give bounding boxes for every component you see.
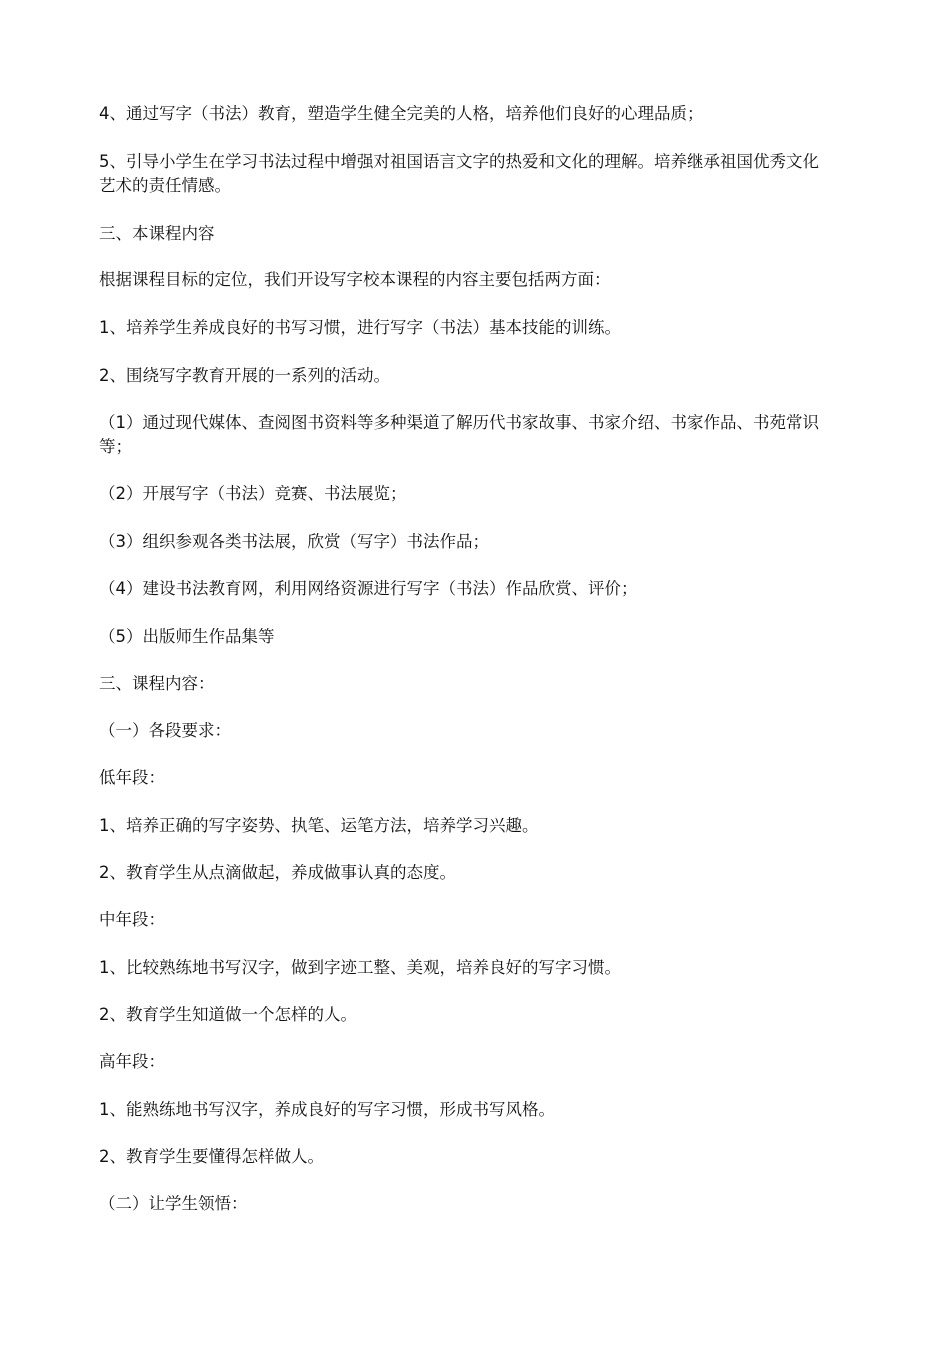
paragraph-item-4: 4、通过写字（书法）教育，塑造学生健全完美的人格，培养他们良好的心理品质； [99, 104, 704, 123]
low-grade-item-2: 2、教育学生从点滴做起，养成做事认真的态度。 [99, 863, 456, 882]
activity-item-2: （2）开展写字（书法）竞赛、书法展览； [99, 484, 407, 503]
middle-grade-item-1: 1、比较熟练地书写汉字，做到字迹工整、美观，培养良好的写字习惯。 [99, 958, 621, 977]
activity-item-1: （1）通过现代媒体、查阅图书资料等多种渠道了解历代书家故事、书家介绍、书家作品、书苑常识等； [99, 413, 819, 456]
activity-item-4: （4）建设书法教育网，利用网络资源进行写字（书法）作品欣赏、评价； [99, 579, 638, 598]
middle-grade-item-2: 2、教育学生知道做一个怎样的人。 [99, 1005, 357, 1024]
high-grade-item-1: 1、能熟练地书写汉字，养成良好的写字习惯，形成书写风格。 [99, 1100, 555, 1119]
paragraph-item-5: 5、引导小学生在学习书法过程中增强对祖国语言文字的热爱和文化的理解。培养继承祖国优秀文化艺术的责任情感。 [99, 152, 819, 195]
activity-item-3: （3）组织参观各类书法展，欣赏（写字）书法作品； [99, 532, 489, 551]
subsection-heading-requirements: （一）各段要求： [99, 721, 231, 740]
subsection-heading-comprehension: （二）让学生领悟： [99, 1194, 248, 1213]
activity-item-5: （5）出版师生作品集等 [99, 627, 275, 646]
low-grade-item-1: 1、培养正确的写字姿势、执笔、运笔方法，培养学习兴趣。 [99, 816, 539, 835]
grade-heading-high: 高年段： [99, 1052, 165, 1071]
grade-heading-middle: 中年段： [99, 910, 165, 929]
paragraph-content-1: 1、培养学生养成良好的书写习惯，进行写字（书法）基本技能的训练。 [99, 318, 621, 337]
paragraph-intro: 根据课程目标的定位，我们开设写字校本课程的内容主要包括两方面： [99, 270, 611, 289]
paragraph-content-2: 2、围绕写字教育开展的一系列的活动。 [99, 366, 390, 385]
section-heading-course-content-2: 三、课程内容： [99, 674, 215, 693]
section-heading-course-content: 三、本课程内容 [99, 224, 215, 243]
high-grade-item-2: 2、教育学生要懂得怎样做人。 [99, 1147, 324, 1166]
grade-heading-low: 低年段： [99, 768, 165, 787]
